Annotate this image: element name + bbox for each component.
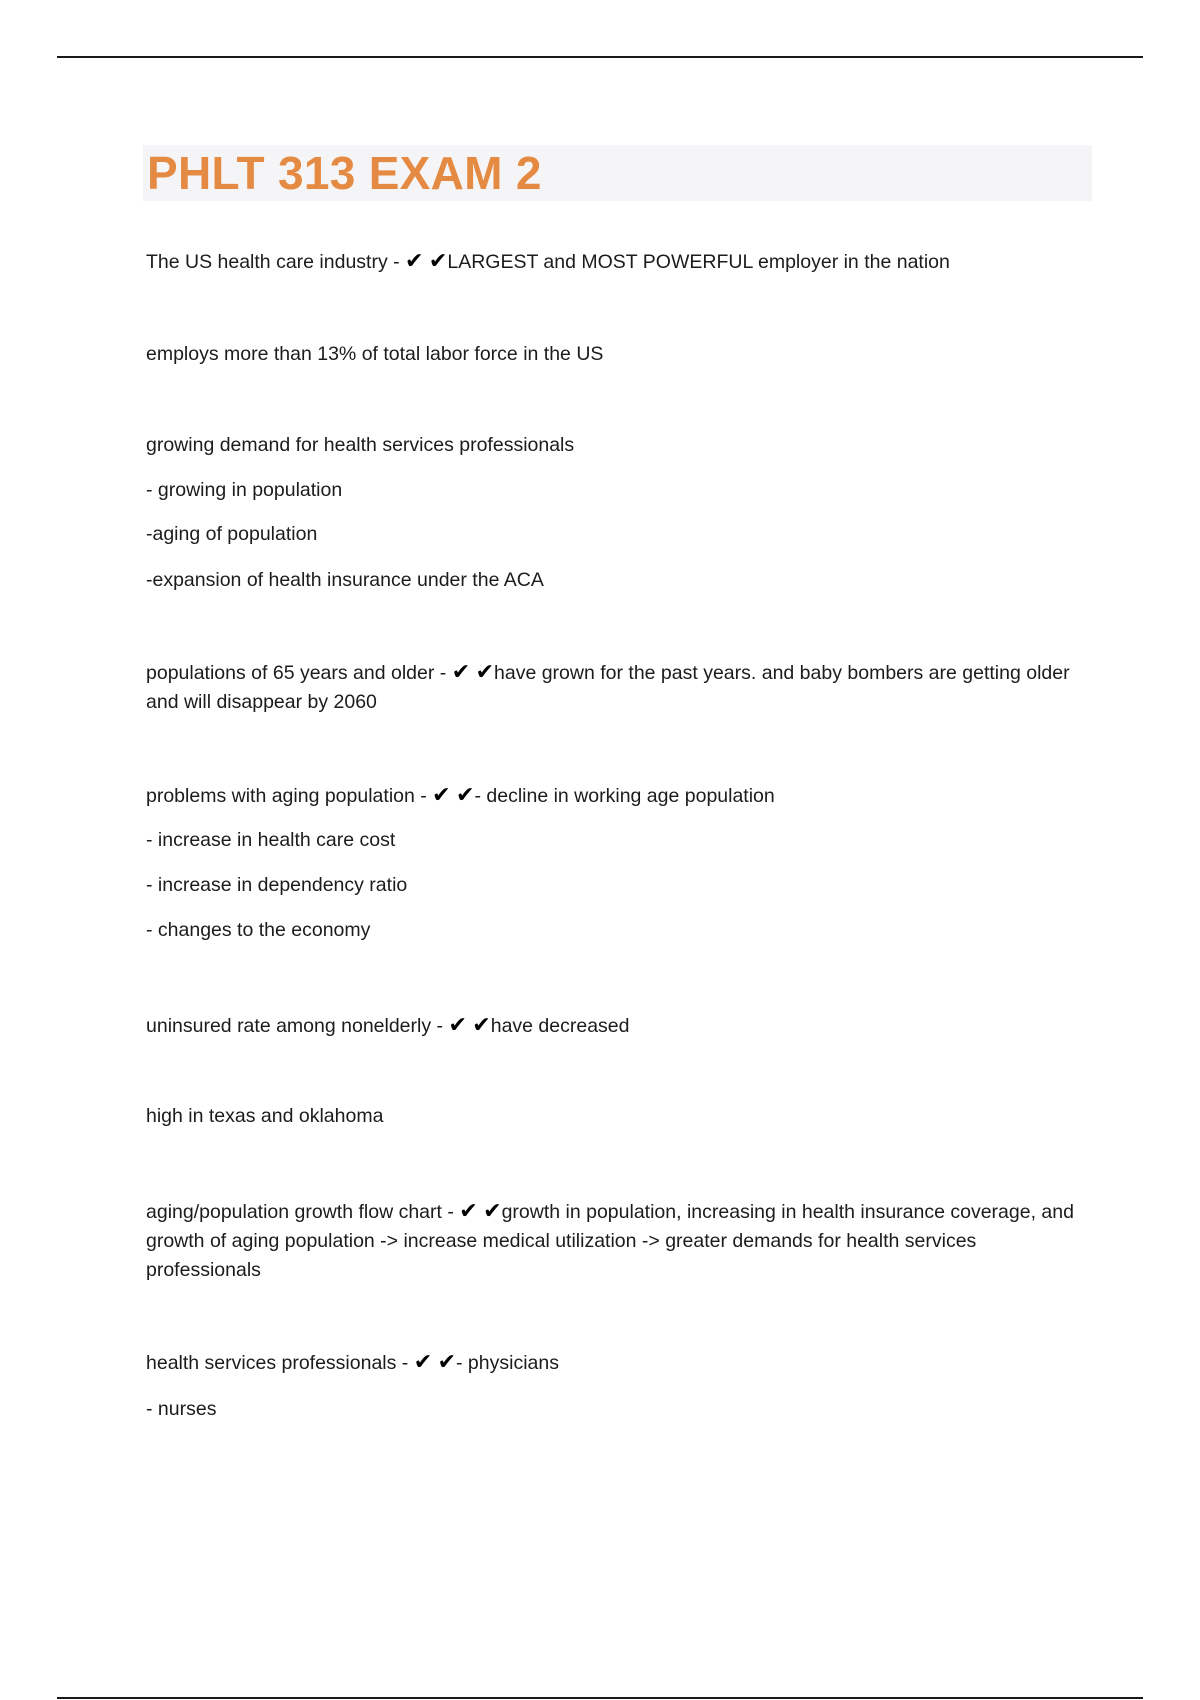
note-line: employs more than 13% of total labor force in the US — [146, 343, 604, 365]
list-item: - growing in population — [146, 479, 343, 501]
list-item: - increase in health care cost — [146, 829, 396, 851]
checkmark-icon: ✔ — [428, 249, 448, 274]
qa-entry — [146, 1011, 1086, 1041]
answer-text: have decreased — [490, 1015, 630, 1037]
checkmark-icon: ✔ — [451, 660, 471, 685]
checkmark-icon: ✔ — [437, 1350, 457, 1375]
checkmark-icon: ✔ — [405, 249, 424, 274]
checkmark-icon: ✔ — [459, 1199, 478, 1224]
answer-text: - decline in working age population — [474, 785, 775, 807]
checkmark-icon: ✔ — [472, 1013, 491, 1038]
checkmark-icon: ✔ — [483, 1199, 502, 1224]
term-text: The US health care industry - — [146, 251, 406, 273]
answer-text: have grown for the past years. and baby bombers are getting older and will disappear by 2060 — [146, 662, 1070, 713]
checkmark-icon: ✔ — [448, 1013, 467, 1038]
top-rule — [57, 56, 1143, 58]
term-text: problems with aging population - — [146, 785, 433, 807]
term-text: uninsured rate among nonelderly - — [146, 1015, 449, 1037]
qa-entry — [146, 1348, 1086, 1378]
answer-text: LARGEST and MOST POWERFUL employer in the nation — [447, 251, 950, 273]
list-item: -aging of population — [146, 523, 318, 545]
list-item: - nurses — [146, 1398, 217, 1420]
qa-entry — [146, 781, 1086, 811]
checkmark-icon: ✔ — [475, 660, 494, 685]
page-title: PHLT 313 EXAM 2 — [147, 147, 542, 199]
qa-entry — [146, 1197, 1086, 1285]
term-text: aging/population growth flow chart - — [146, 1201, 460, 1223]
qa-entry — [146, 247, 1086, 277]
term-text: populations of 65 years and older - — [146, 662, 452, 684]
answer-text: - physicians — [456, 1352, 559, 1374]
checkmark-icon: ✔ — [413, 1350, 433, 1375]
checkmark-icon: ✔ — [432, 783, 451, 808]
bottom-rule — [57, 1697, 1143, 1699]
list-item: - changes to the economy — [146, 919, 371, 941]
note-line: growing demand for health services professionals — [146, 434, 575, 456]
answer-text: growth in population, increasing in health insurance coverage, and growth of aging population -> increase medical utilization -> greater demands for health services professionals — [146, 1201, 1074, 1281]
list-item: -expansion of health insurance under the ACA — [146, 569, 544, 591]
term-text: health services professionals - — [146, 1352, 414, 1374]
list-item: - increase in dependency ratio — [146, 874, 408, 896]
qa-entry — [146, 658, 1086, 717]
checkmark-icon: ✔ — [456, 783, 475, 808]
note-line: high in texas and oklahoma — [146, 1105, 384, 1127]
